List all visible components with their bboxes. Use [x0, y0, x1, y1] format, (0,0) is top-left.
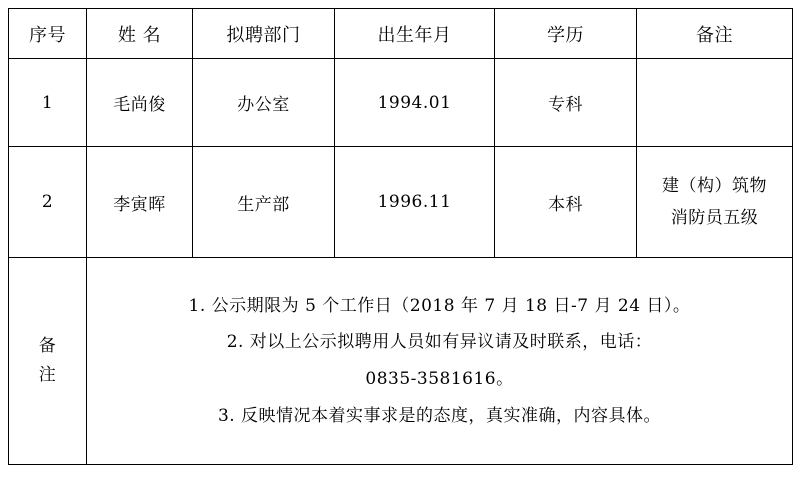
- footer-note-line: 1. 公示期限为 5 个工作日（2018 年 7 月 18 日-7 月 24 日）。: [188, 295, 691, 316]
- cell-remark-line: 建（构）筑物: [662, 175, 767, 196]
- table-row: [9, 147, 793, 258]
- footer-row: [9, 258, 793, 465]
- footer-label: [9, 258, 87, 465]
- column-header-education: 学历: [495, 9, 637, 59]
- cell-education: 专科: [495, 59, 637, 147]
- cell-name: 李寅晖: [87, 147, 193, 258]
- column-header-name: 姓 名: [87, 9, 193, 59]
- table-header-row: [9, 9, 793, 59]
- footer-notes: [87, 258, 793, 465]
- cell-birth: 1996.11: [335, 147, 495, 258]
- table-row: [9, 59, 793, 147]
- cell-birth: 1994.01: [335, 59, 495, 147]
- footer-note-line: 3. 反映情况本着实事求是的态度，真实准确，内容具体。: [217, 405, 662, 426]
- cell-name: 毛尚俊: [87, 59, 193, 147]
- cell-remark-line: 消防员五级: [670, 208, 759, 228]
- column-header-seq: 序号: [9, 9, 87, 59]
- cell-dept: 生产部: [193, 147, 335, 258]
- cell-seq: 2: [9, 147, 87, 258]
- cell-remark: [637, 59, 793, 147]
- footer-label-line: 注: [38, 365, 57, 385]
- footer-note-line: 2. 对以上公示拟聘用人员如有异议请及时联系，电话：: [226, 332, 653, 353]
- candidate-notice-table: [8, 8, 793, 465]
- footer-label-line: 备: [38, 336, 57, 357]
- cell-remark: [637, 147, 793, 258]
- column-header-remark: 备注: [637, 9, 793, 59]
- cell-education: 本科: [495, 147, 637, 258]
- footer-note-line: 0835-3581616。: [365, 369, 514, 389]
- column-header-birth: 出生年月: [335, 9, 495, 59]
- column-header-dept: 拟聘部门: [193, 9, 335, 59]
- cell-dept: 办公室: [193, 59, 335, 147]
- cell-seq: 1: [9, 59, 87, 147]
